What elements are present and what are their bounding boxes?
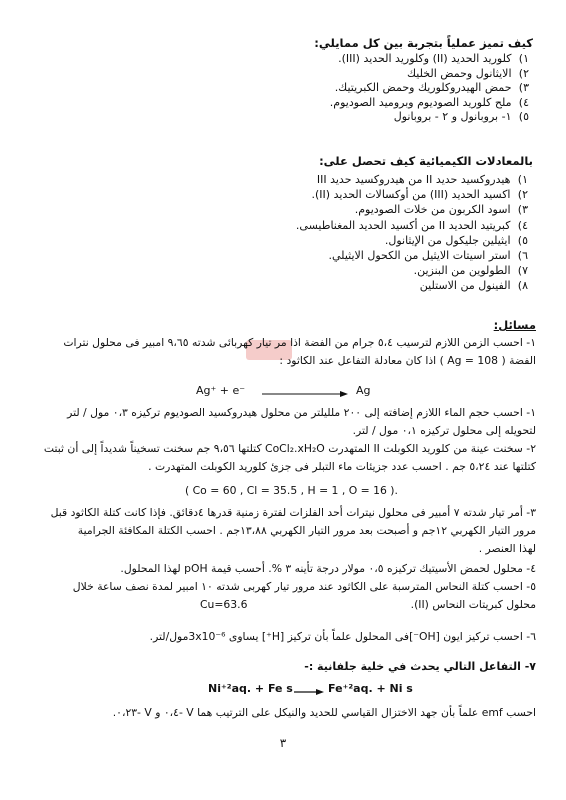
arrow-icon (294, 689, 324, 697)
equation-left: Ag⁺ + e⁻ (196, 384, 246, 397)
list-item: ٤) كبريتيد الحديد II من أكسيد الحديد المغناطيسى. (295, 218, 528, 232)
list-item: ٦) استر اسيتات الايثيل من الكحول الايثيلي. (328, 249, 528, 263)
section1-list (330, 52, 529, 125)
section3-heading: مسائل: (493, 318, 536, 332)
list-item: ٥) ايثيلين جليكول من الإيثانول. (384, 233, 528, 247)
problem-7: ٦- احسب تركيز ايون [OH⁻]فى المحلول علماً بأن تركيز [H⁺] يساوى 3x10⁻⁶مول/لتر. (149, 630, 536, 643)
problem-1 (26, 334, 536, 370)
problem-text: مرور التيار الكهربي ١٢جم و أصبحت بعد مرور التيار الكهربي ١٣،٨٨جم . احسب الكتلة المكافئة الجرامية (77, 524, 536, 537)
atomic-masses: ( Co = 60 , Cl = 35.5 , H = 1 , O = 16 ). (185, 484, 398, 497)
section2-heading: بالمعادلات الكيميائية كيف تحصل على: (319, 154, 533, 168)
list-item: ١) كلوريد الحديد (II) وكلوريد الحديد (III). (338, 52, 529, 65)
problem-text: الفضة ( Ag = 108 ) اذا كان معادلة التفاعل عند الكاثود : (279, 354, 536, 367)
equation-right: Ag (356, 384, 371, 397)
arrow-icon (262, 391, 348, 399)
problem-text: كتلتها عند ٥،٢٤ جم . احسب عدد جزيئات ماء التبلر فى جزئ كلوريد الكوبلت المتهدرت . (148, 460, 536, 473)
equation-left: Ni⁺²aq. + Fe s (208, 682, 293, 695)
problem-5: ٤- محلول لحمض الأسيتيك تركيزه ٠،٥ مولار درجة تأينه ٣ %. أحسب قيمة pOH لهذا المحلول. (120, 562, 536, 575)
cu-mass: Cu=63.6 (200, 598, 248, 611)
list-item: ٤) ملح كلوريد الصوديوم وبروميد الصوديوم. (329, 95, 529, 109)
problem-8-text: احسب emf علماً بأن جهد الاختزال القياسي للحديد والنيكل على الترتيب هما V -٠،٤ و V -٠،٢٣. (112, 706, 536, 719)
section2-list (296, 172, 528, 294)
page-number: ٣ (279, 736, 287, 750)
problem-4 (51, 504, 536, 558)
problem-text: ٥- احسب كتلة النحاس المترسبة على الكاثود عند مرور تيار كهربى شدته ١٠ امبير لمدة نصف ساعة خلال (72, 580, 536, 593)
problem-2 (67, 404, 536, 440)
list-item: ٣) حمض الهيدروكلوريك وحمض الكبريتيك. (334, 81, 529, 95)
list-item: ٢) الايثانول وحمض الخليك (407, 66, 529, 80)
list-item: ٧) الطولوين من البنزين. (413, 264, 528, 278)
list-item: ٣) اسود الكربون من خلات الصوديوم. (354, 203, 528, 217)
problem-text: محلول كبريتات النحاس (II). (410, 598, 536, 611)
problem-text: ٢- سخنت عينة من كلوريد الكوبلت II المتهدرت CoCl₂.xH₂O كتلتها ٩،٥٦ جم سخنت تسخيناً شديداً إلى أن ثبتت (43, 442, 536, 455)
equation-right: Fe⁺²aq. + Ni s (328, 682, 413, 695)
equation-2 (208, 682, 413, 698)
section1-heading: كيف تميز عملياً بتجربة بين كل ممايلي: (314, 36, 533, 50)
problem-text: لهذا العنصر . (478, 542, 536, 555)
problem-8-heading: ٧- التفاعل التالي يحدث في خلية جلفانية :- (304, 660, 536, 673)
equation-1 (196, 384, 396, 400)
problem-text: ١- احسب الزمن اللازم لترسيب ٥،٤ جرام من الفضة اذا مر تيار كهربائى شدته ٩،٦٥ امبير فى محلول نترات (63, 336, 536, 349)
problem-text: ١- احسب حجم الماء اللازم إضافته إلى ٢٠٠ ملليلتر من محلول هيدروكسيد الصوديوم تركيزه ٠،٣ مول / لتر (67, 406, 536, 419)
problem-text: لتحويله إلى محلول تركيزه ٠،١ مول / لتر. (352, 424, 536, 437)
list-item: ١) هيدروكسيد حديد II من هيدروكسيد حديد III (316, 173, 528, 186)
list-item: ٢) اكسيد الحديد (III) من أوكسالات الحديد (II). (311, 188, 528, 202)
list-item: ٥) ١- بروبانول و ٢ - بروبانول (393, 110, 529, 124)
list-item: ٨) الفينول من الاستلين (419, 279, 528, 293)
problem-3 (44, 440, 536, 476)
problem-text: ٣- أمر تيار شدته ٧ أمبير فى محلول نيترات أحد الفلزات لفترة زمنية قدرها ٤دقائق. فإذا كانت كتلة الكاثود قبل (50, 506, 536, 519)
problem-6 (73, 578, 536, 614)
